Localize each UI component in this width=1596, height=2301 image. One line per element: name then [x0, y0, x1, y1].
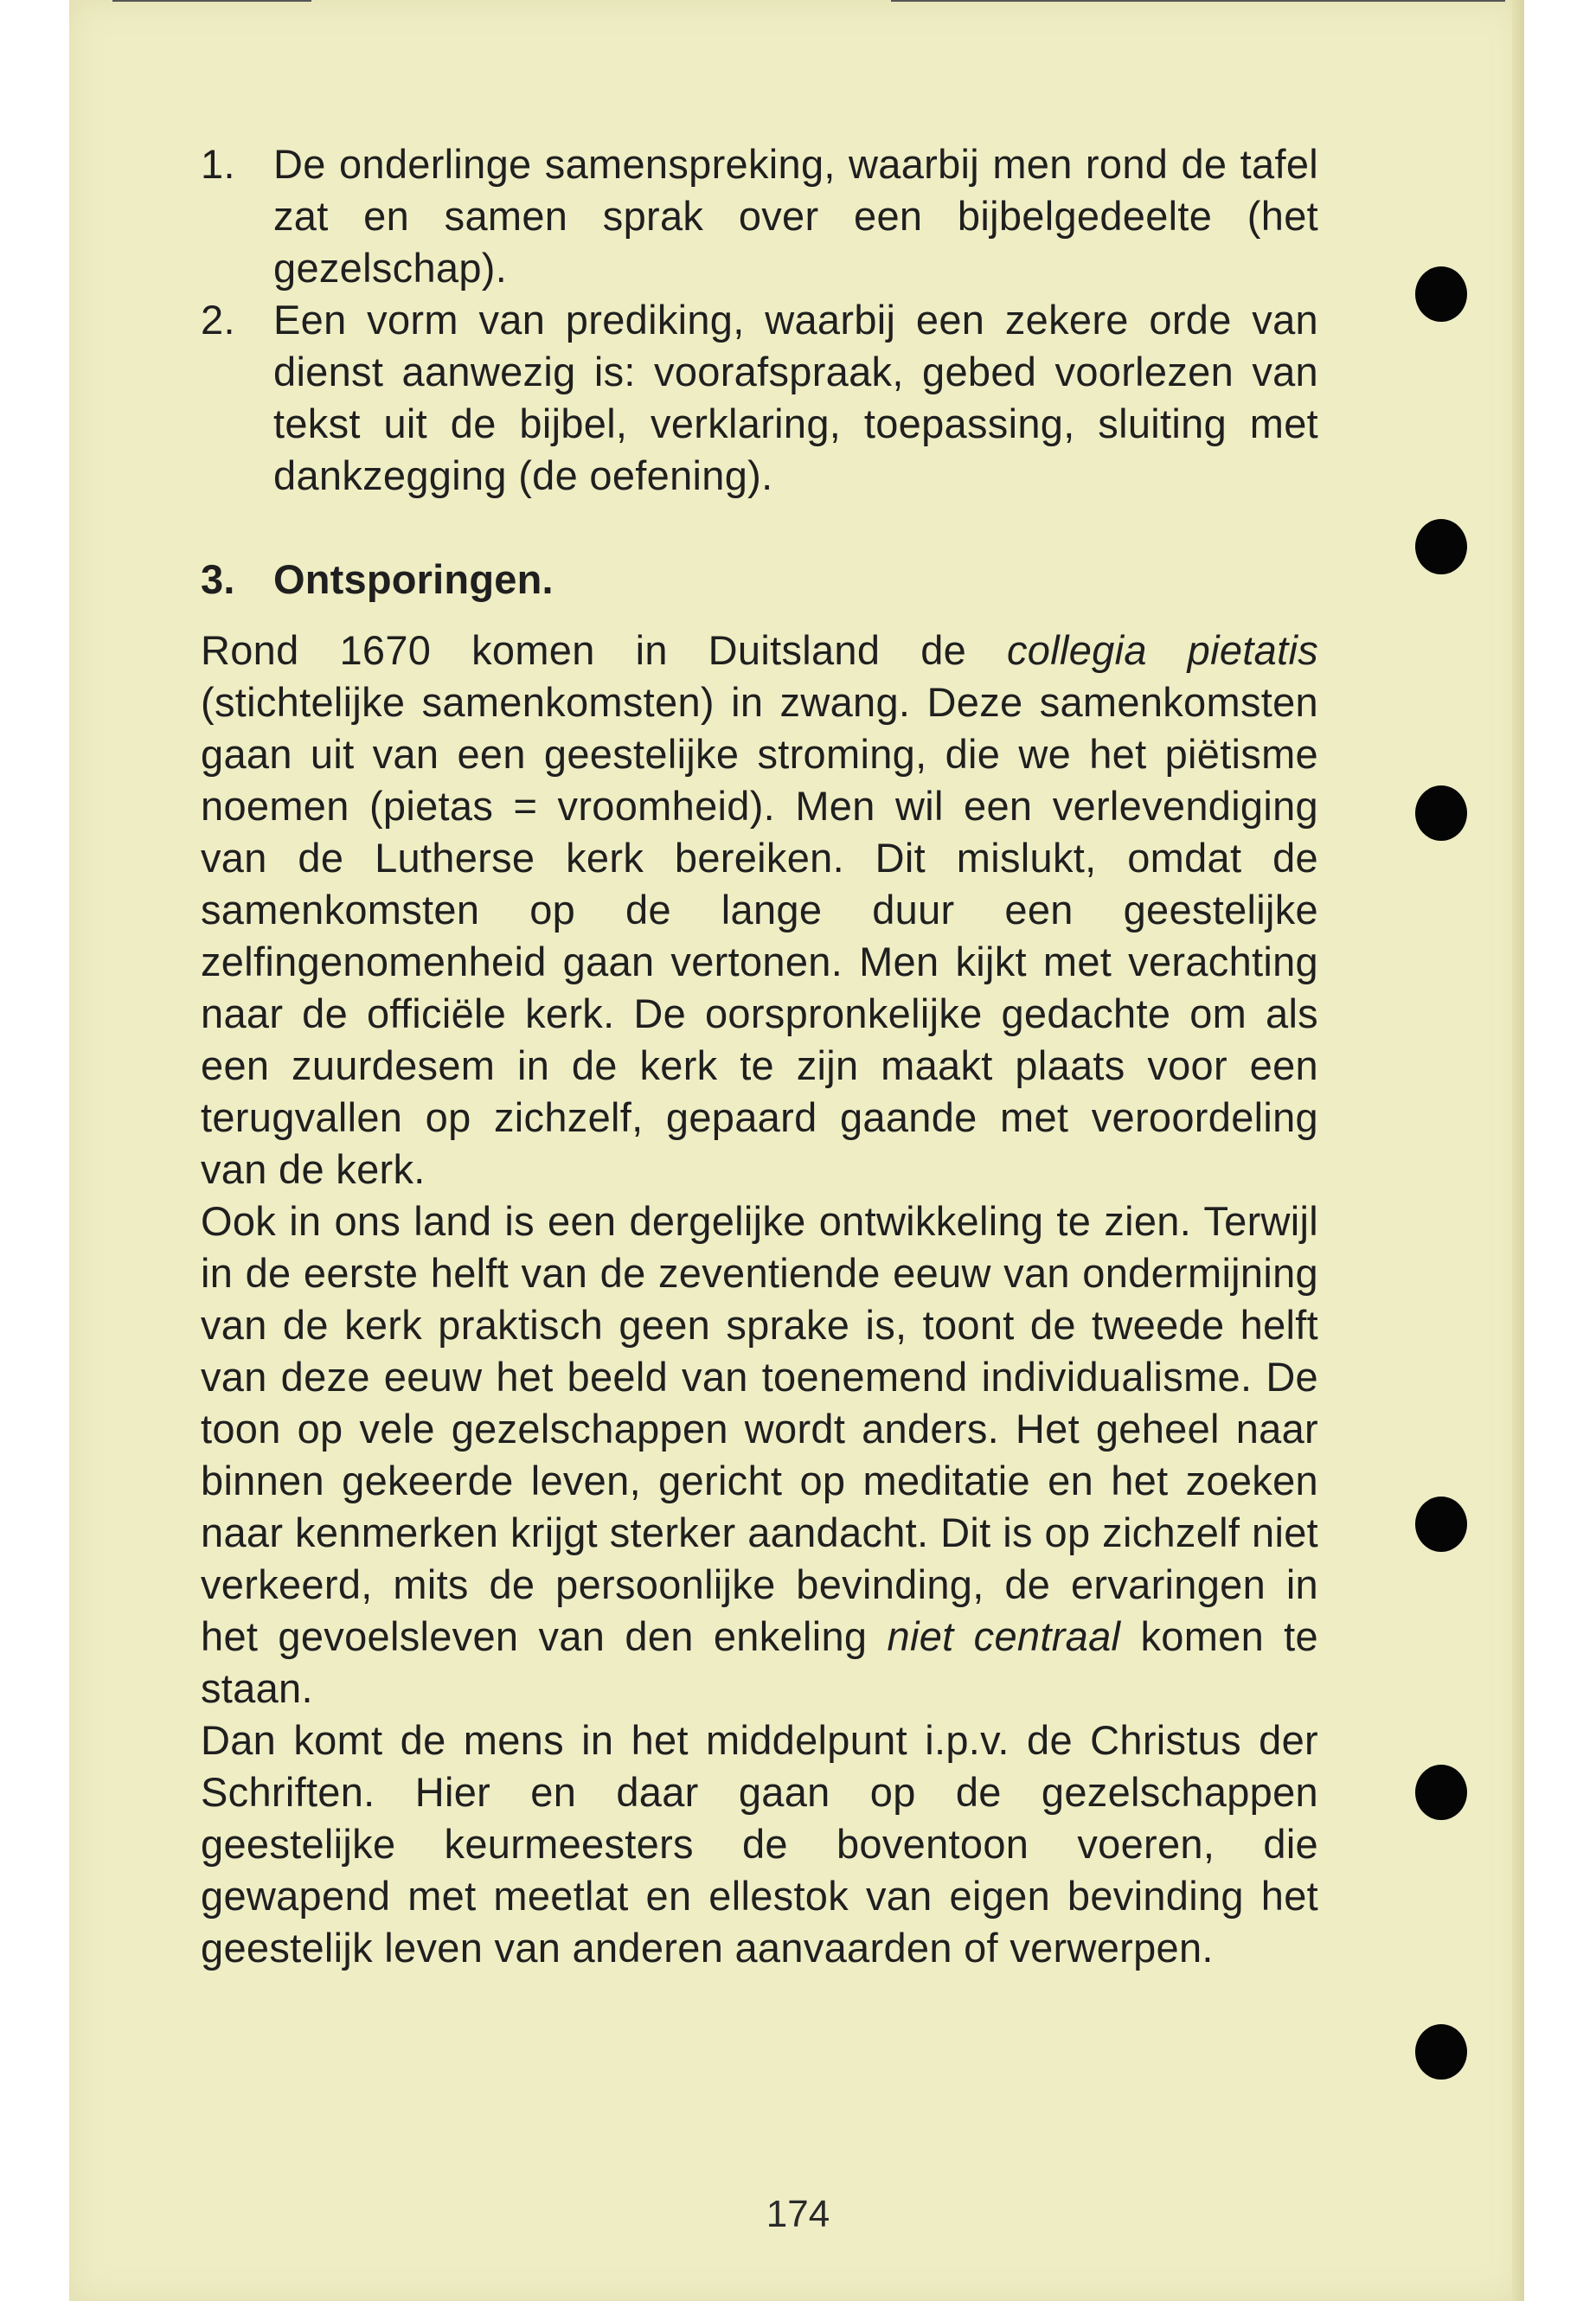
paragraph-1-text-b: (stichtelijke samenkomsten) in zwang. Deze samenkomsten gaan uit van een geestelijke stroming, die we het piëtisme noemen (pietas = vroomheid). Men wil een verlevendiging van de Lutherse kerk bereiken. Dit mislukt, omdat de samenkomsten op de lange duur een geestelijke zelfingenomenheid gaan vertonen. Men kijkt met verachting naar de officiële kerk. De oorspronkelijke gedachte om als een zuurdesem in de kerk te zijn maakt plaats voor een terugvallen op zichzelf, gepaard gaande met veroordeling van de kerk. — [201, 679, 1318, 1192]
binder-hole — [1415, 266, 1467, 322]
paragraph-1-text-a: Rond 1670 komen in Duitsland de — [201, 627, 1007, 673]
section-heading — [201, 554, 1318, 606]
binder-hole — [1415, 785, 1467, 841]
section-number: 3. — [201, 556, 235, 602]
binder-hole — [1415, 519, 1467, 574]
binder-hole — [1415, 1765, 1467, 1820]
page-content — [201, 138, 1318, 1974]
binder-hole — [1415, 2024, 1467, 2080]
paragraph-2-text-b: komen te staan. — [201, 1613, 1318, 1711]
binder-hole — [1415, 1497, 1467, 1552]
top-rule-left — [112, 0, 311, 2]
paragraph-2 — [201, 1195, 1318, 1715]
top-rule-right — [891, 0, 1505, 2]
paragraph-2-italic: niet centraal — [887, 1613, 1121, 1659]
paragraph-2-text-a: Ook in ons land is een dergelijke ontwikkeling te zien. Terwijl in de eerste helft van de zeventiende eeuw van ondermijning van de kerk praktisch geen sprake is, toont de tweede helft van deze eeuw het beeld van toenemend individualisme. De toon op vele gezelschappen wordt anders. Het geheel naar binnen gekeerde leven, gericht op meditatie en het zoeken naar kenmerken krijgt sterker aandacht. Dit is op zichzelf niet verkeerd, mits de persoonlijke bevinding, de ervaringen in het gevoelsleven van den enkeling — [201, 1198, 1318, 1659]
paragraph-1-italic: collegia pietatis — [1007, 627, 1319, 673]
list-item-text: Een vorm van prediking, waarbij een zekere orde van dienst aanwezig is: voorafspraak, gebed voorlezen van tekst uit de bijbel, verklaring, toepassing, sluiting met dankzegging (de oefening). — [273, 297, 1318, 498]
numbered-list — [201, 138, 1318, 502]
section-title: Ontsporingen. — [273, 556, 554, 602]
paragraph-3: Dan komt de mens in het middelpunt i.p.v. de Christus der Schriften. Hier en daar gaan op de gezelschappen geestelijke keurmeesters de boventoon voeren, die gewapend met meetlat en ellestok van eigen bevinding het geestelijk leven van anderen aanvaarden of verwerpen. — [201, 1717, 1318, 1971]
paragraph-1 — [201, 625, 1318, 1195]
list-item-number: 2. — [201, 297, 235, 343]
page-number: 174 — [766, 2193, 830, 2235]
list-item-text: De onderlinge samenspreking, waarbij men rond de tafel zat en samen sprak over een bijbelgedeelte (het gezelschap). — [273, 141, 1318, 291]
list-item-2 — [201, 294, 1318, 502]
list-item-number: 1. — [201, 141, 235, 187]
page-edge — [1512, 0, 1524, 2301]
list-item-1 — [201, 138, 1318, 294]
